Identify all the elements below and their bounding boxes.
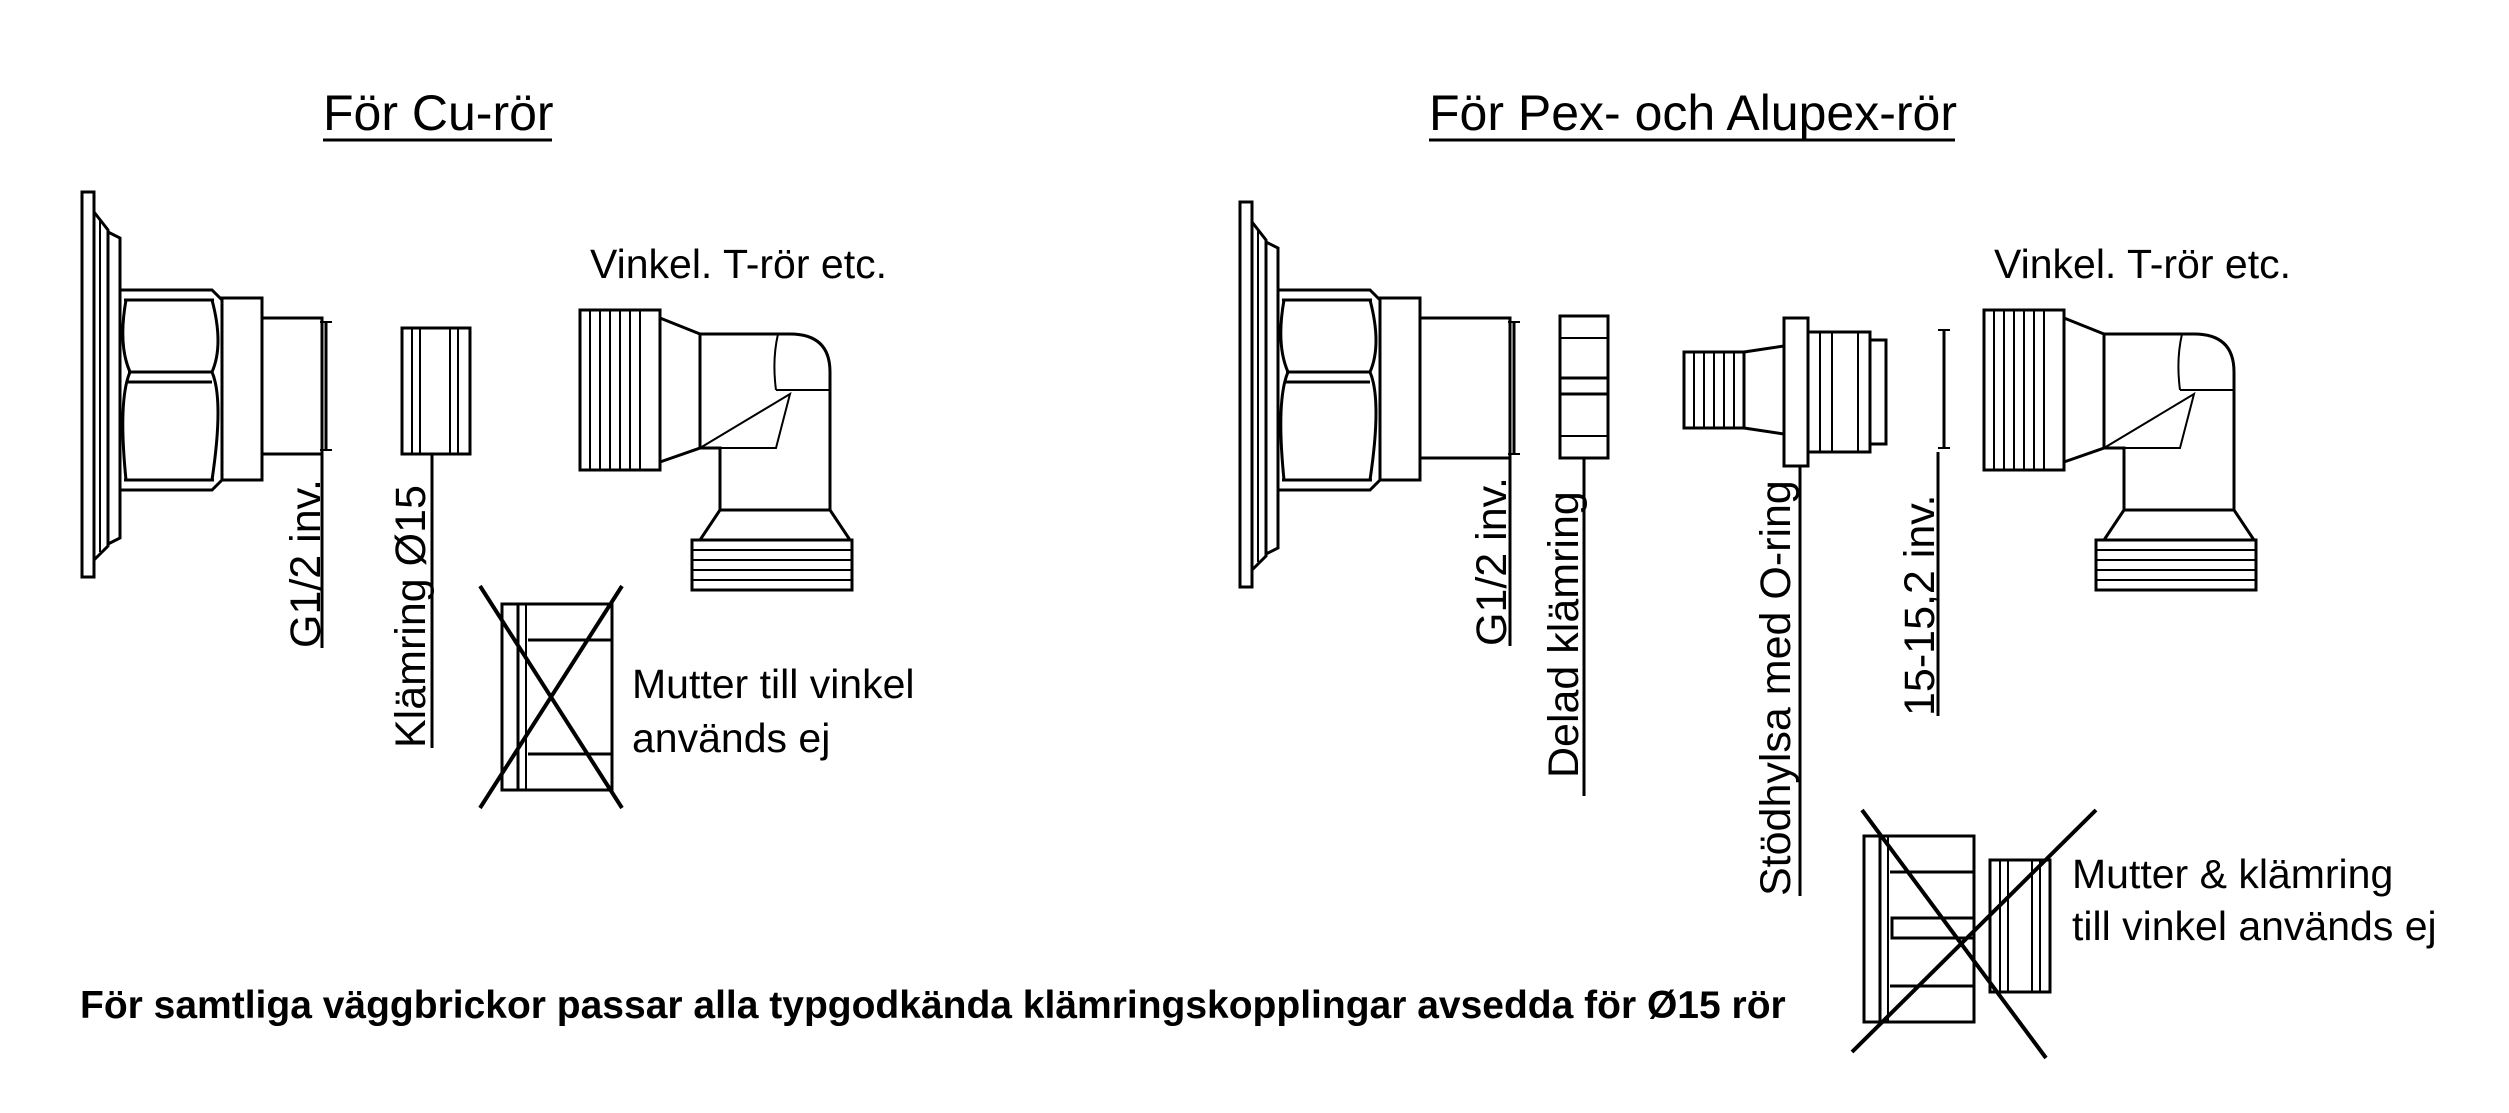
left-title: För Cu-rör <box>323 85 554 141</box>
right-fitting-label: Vinkel. T-rör etc. <box>1994 241 2291 287</box>
right-thread-label: G1/2 inv. <box>1468 477 1516 646</box>
right-hex-nut <box>1278 290 1510 490</box>
left-elbow-fitting <box>580 310 852 590</box>
right-pipe-thread-label: 15-15,2 inv. <box>1896 494 1944 716</box>
right-ring-label: Delad klämring <box>1540 491 1588 778</box>
left-crossed-nut <box>480 586 622 808</box>
left-thread-label: G1/2 inv. <box>282 479 330 648</box>
right-elbow-fitting <box>1984 310 2256 590</box>
right-sleeve-label: Stödhylsa med O-ring <box>1752 480 1800 896</box>
right-nut-note-line1: Mutter & klämring <box>2072 851 2394 897</box>
right-title: För Pex- och Alupex-rör <box>1429 85 1957 141</box>
left-nut-note-line2: används ej <box>632 715 831 761</box>
right-crossed-nut-and-ring <box>1852 810 2096 1058</box>
right-wall-plate <box>1240 202 1278 587</box>
left-ring-label: Klämring Ø15 <box>387 485 435 748</box>
footer-note: För samtliga väggbrickor passar alla typgodkända klämringskopplingar avsedda för Ø15 rör <box>80 984 1786 1027</box>
left-hex-nut <box>120 290 322 490</box>
left-wall-plate <box>82 192 120 577</box>
left-nut-note-line1: Mutter till vinkel <box>632 661 915 707</box>
right-nut-note-line2: till vinkel används ej <box>2072 903 2437 949</box>
left-fitting-label: Vinkel. T-rör etc. <box>590 241 887 287</box>
